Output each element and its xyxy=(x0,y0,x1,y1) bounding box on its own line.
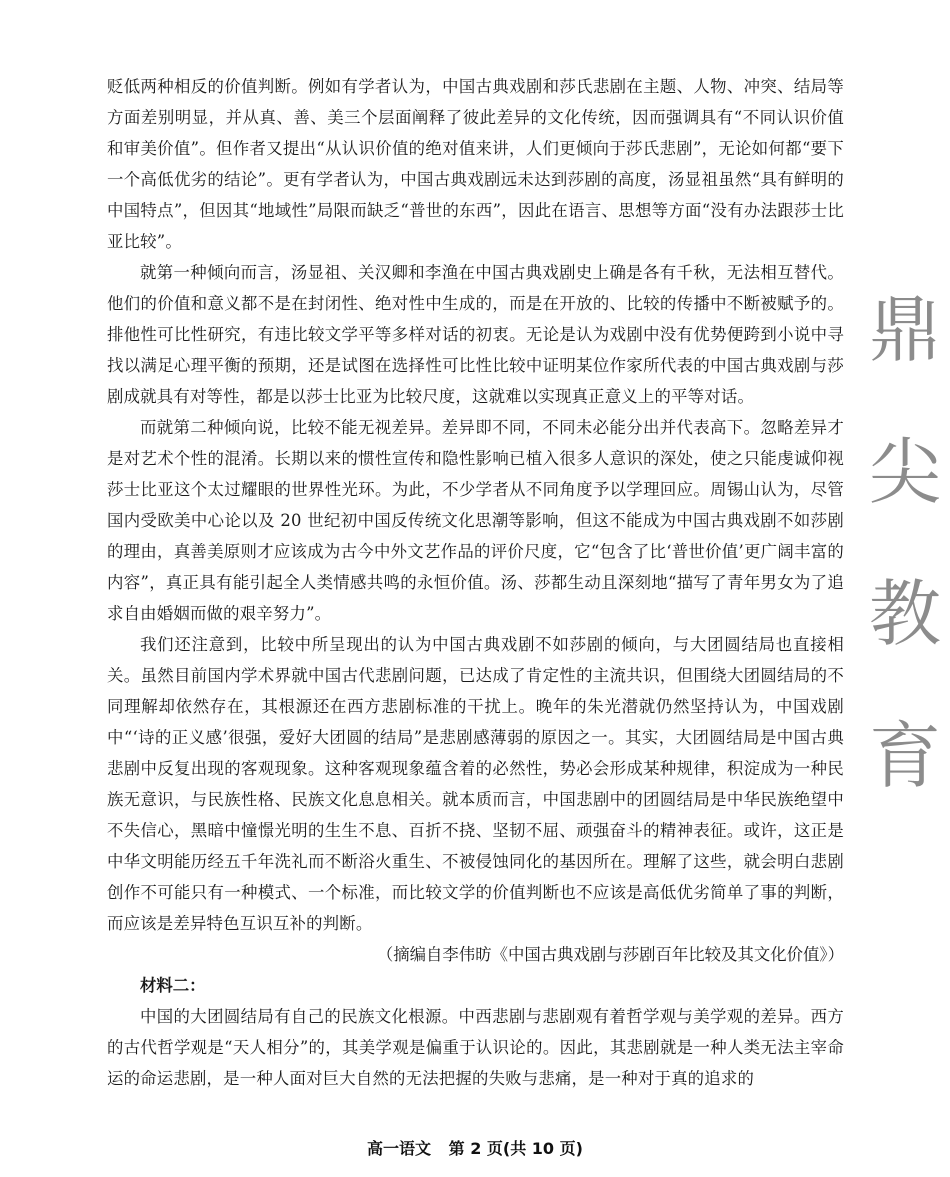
page-footer xyxy=(0,1136,950,1159)
paragraph-first-tendency: 就第一种倾向而言，汤显祖、关汉卿和李渔在中国古典戏剧史上确是各有千秋，无法相互替代。他们的价值和意义都不是在封闭性、绝对性中生成的，而是在开放的、比较的传播中不断被赋予的。排他性可比性研究，有违比较文学平等多样对话的初衷。无论是认为戏剧中没有优势便跨到小说中寻找以满足心理平衡的预期，还是试图在选择性可比性比较中证明某位作家所代表的中国古典戏剧与莎剧成就具有对等性，都是以莎士比亚为比较尺度，这就难以实现真正意义上的平等对话。 xyxy=(107,263,844,406)
paragraph-continued: 贬低两种相反的价值判断。例如有学者认为，中国古典戏剧和莎氏悲剧在主题、人物、冲突、结局等方面差别明显，并从真、善、美三个层面阐释了彼此差异的文化传统，因而强调具有“不同认识价值和审美价值”。但作者又提出“从认识价值的绝对值来讲，人们更倾向于莎氏悲剧”，无论如何都“要下一个高低优劣的结论”。更有学者认为，中国古典戏剧远未达到莎剧的高度，汤显祖虽然“具有鲜明的中国特点”，但因其“地域性”局限而缺乏“普世的东西”，因此在语言、思想等方面“没有办法跟莎士比亚比较”。 xyxy=(107,77,844,251)
material-two-paragraph: 中国的大团圆结局有自己的民族文化根源。中西悲剧与悲剧观有着哲学观与美学观的差异。西方的古代哲学观是“天人相分”的，其美学观是偏重于认识论的。因此，其悲剧就是一种人类无法主宰命运的命运悲剧，是一种人面对巨大自然的无法把握的失败与悲痛，是一种对于真的追求的 xyxy=(107,1007,844,1088)
paragraph-second-tendency: 而就第二种倾向说，比较不能无视差异。差异即不同，不同未必能分出并代表高下。忽略差异才是对艺术个性的混淆。长期以来的惯性宣传和隐性影响已植入很多人意识的深处，使之只能虔诚仰视莎士比亚这个太过耀眼的世界性光环。为此，不少学者从不同角度予以学理回应。周锡山认为，尽管国内受欧美中心论以及 20 世纪初中国反传统文化思潮等影响，但这不能成为中国古典戏剧不如莎剧的理由，真善美原则才应该成为古今中外文艺作品的评价尺度，它“包含了比‘普世价值’更广阔丰富的内容”，真正具有能引起全人类情感共鸣的永恒价值。汤、莎都生动且深刻地“描写了青年男女为了追求自由婚姻而做的艰辛努力”。 xyxy=(107,418,844,623)
watermark xyxy=(860,290,950,858)
paragraph-happy-ending: 我们还注意到，比较中所呈现出的认为中国古典戏剧不如莎剧的倾向，与大团圆结局也直接相关。虽然目前国内学术界就中国古代悲剧问题，已达成了肯定性的主流共识，但围绕大团圆结局的不同理解却依然存在，其根源还在西方悲剧标准的干扰上。晚年的朱光潜就仍然坚持认为，中国戏剧中“‘诗的正义感’很强，爱好大团圆的结局”是悲剧感薄弱的原因之一。其实，大团圆结局是中国古典悲剧中反复出现的客观现象。这种客观现象蕴含着的必然性，势必会形成某种规律，积淀成为一种民族无意识，与民族性格、民族文化息息相关。就本质而言，中国悲剧中的团圆结局是中华民族绝望中不失信心，黑暗中憧憬光明的生生不息、百折不挠、坚韧不屈、顽强奋斗的精神表征。或许，这正是中华文明能历经五千年洗礼而不断浴火重生、不被侵蚀同化的基因所在。理解了这些，就会明白悲剧创作不可能只有一种模式、一个标准，而比较文学的价值判断也不应该是高低优劣简单了事的判断，而应该是差异特色互识互补的判断。 xyxy=(107,635,844,933)
watermark-char: 尖 xyxy=(868,430,941,514)
article-body xyxy=(107,71,844,1094)
material-two-label: 材料二： xyxy=(140,976,206,995)
watermark-char: 育 xyxy=(868,714,941,798)
watermark-char: 鼎 xyxy=(868,288,941,372)
footer-subject: 高一语文 xyxy=(367,1139,432,1158)
footer-page-info: 第 2 页(共 10 页) xyxy=(448,1139,583,1158)
source-citation: （摘编自李伟昉《中国古典戏剧与莎剧百年比较及其文化价值》） xyxy=(376,945,844,964)
watermark-char: 教 xyxy=(868,572,941,656)
